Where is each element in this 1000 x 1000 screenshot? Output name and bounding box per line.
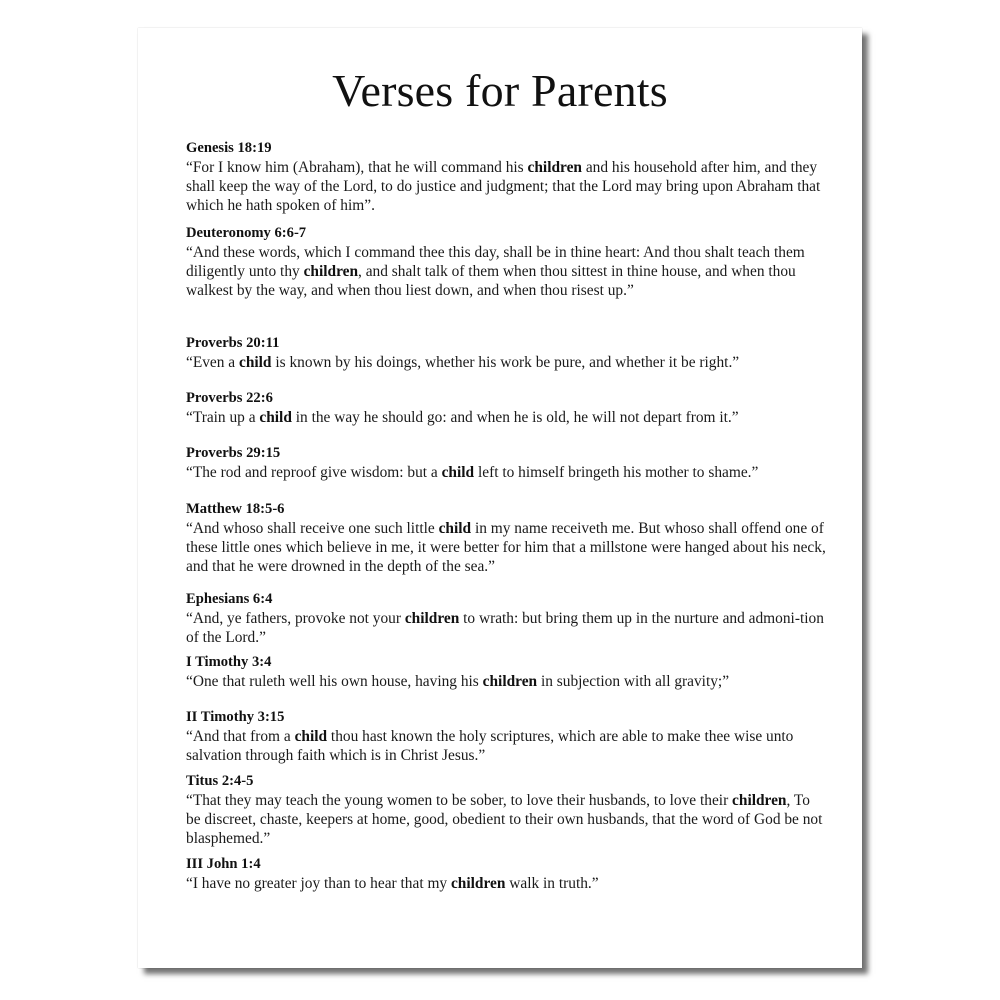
verse-text-part: , To be discreet, chaste, keepers at home, good, obedient to their own husbands, that the word of God be not blasphemed.” [186,792,823,847]
verse-entry [186,139,826,215]
highlighted-word: children [303,263,359,280]
verse-reference: Matthew 18:5-6 [186,501,285,517]
verse-reference: Titus 2:4-5 [186,773,254,789]
verse-text-part: “I have no greater joy than to hear that my [186,875,451,892]
verse-entry [186,444,826,482]
highlighted-word: children [482,673,538,690]
verse-reference: I Timothy 3:4 [186,654,272,670]
highlighted-word: children [732,792,787,809]
verse-entry [186,708,826,765]
verse-entry [186,500,826,576]
verse-text-part: is known by his doings, whether his work be pure, and whether it be right.” [271,354,740,371]
verse-text [186,874,826,893]
page-title: Verses for Parents [332,65,668,116]
verse-entry [186,224,826,300]
verse-text-part: in subjection with all gravity;” [537,673,730,690]
verse-text-part: “For I know him (Abraham), that he will command his [186,159,528,176]
verse-reference: Proverbs 29:15 [186,445,281,461]
verse-text [186,791,826,848]
verse-reference: Proverbs 22:6 [186,390,273,406]
verse-entry [186,590,826,647]
highlighted-word: children [404,610,460,627]
highlighted-word: child [438,520,472,537]
verse-text-part: to wrath: but bring them up in the nurture and admoni-tion of the Lord.” [186,610,824,646]
verse-text-part: in my name receiveth me. But whoso shall offend one of these little ones which believe in me, it were better for him that a millstone were hanged about his neck, and that he were drowned in the depth of the sea.” [186,520,826,575]
verse-text [186,353,826,372]
highlighted-word: children [450,875,506,892]
highlighted-word: child [259,409,292,426]
document-page [138,28,862,968]
verse-text [186,609,826,647]
verse-reference: III John 1:4 [186,856,261,872]
verse-text-part: “The rod and reproof give wisdom: but a [186,464,442,481]
verse-text [186,463,826,482]
verse-text-part: “And whoso shall receive one such little [186,520,439,537]
verse-text-part: “Even a [186,354,239,371]
verse-text [186,519,826,576]
verse-entry [186,855,826,893]
verse-reference: Proverbs 20:11 [186,335,280,351]
verse-text-part: thou hast known the holy scriptures, which are able to make thee wise unto salvation through faith which is in Christ Jesus.” [186,728,794,764]
verse-text-part: and his household after him, and they shall keep the way of the Lord, to do justice and judgment; that the Lord may bring upon Abraham that which he hath spoken of him”. [186,159,821,214]
verse-reference: II Timothy 3:15 [186,709,285,725]
highlighted-word: child [441,464,475,481]
verse-text-part: “That they may teach the young women to be sober, to love their husbands, to love their [186,792,733,809]
verse-entry [186,772,826,848]
verse-text-part: left to himself bringeth his mother to shame.” [474,464,759,481]
verse-text-part: in the way he should go: and when he is old, he will not depart from it.” [291,409,739,426]
highlighted-word: child [294,728,328,745]
verse-reference: Ephesians 6:4 [186,591,273,607]
verse-text-part: walk in truth.” [505,875,599,892]
verse-text [186,408,826,427]
verse-text-part: “And these words, which I command thee this day, shall be in thine heart: And thou shalt teach them diligently unto thy [186,244,805,280]
verse-text [186,727,826,765]
verse-entry [186,334,826,372]
verse-entry [186,389,826,427]
verse-text [186,243,826,300]
verse-entry [186,653,826,691]
verse-text-part: , and shalt talk of them when thou sittest in thine house, and when thou walkest by the way, and when thou liest down, and when thou risest up.” [186,263,796,299]
verse-text [186,672,826,691]
highlighted-word: child [238,354,272,371]
verse-reference: Deuteronomy 6:6-7 [186,225,307,241]
verse-text [186,158,826,215]
verse-reference: Genesis 18:19 [186,140,272,156]
verse-text-part: “And, ye fathers, provoke not your [186,610,405,627]
verse-text-part: “Train up a [186,409,260,426]
verse-text-part: “One that ruleth well his own house, having his [186,673,483,690]
highlighted-word: children [527,159,582,176]
verse-text-part: “And that from a [186,728,295,745]
